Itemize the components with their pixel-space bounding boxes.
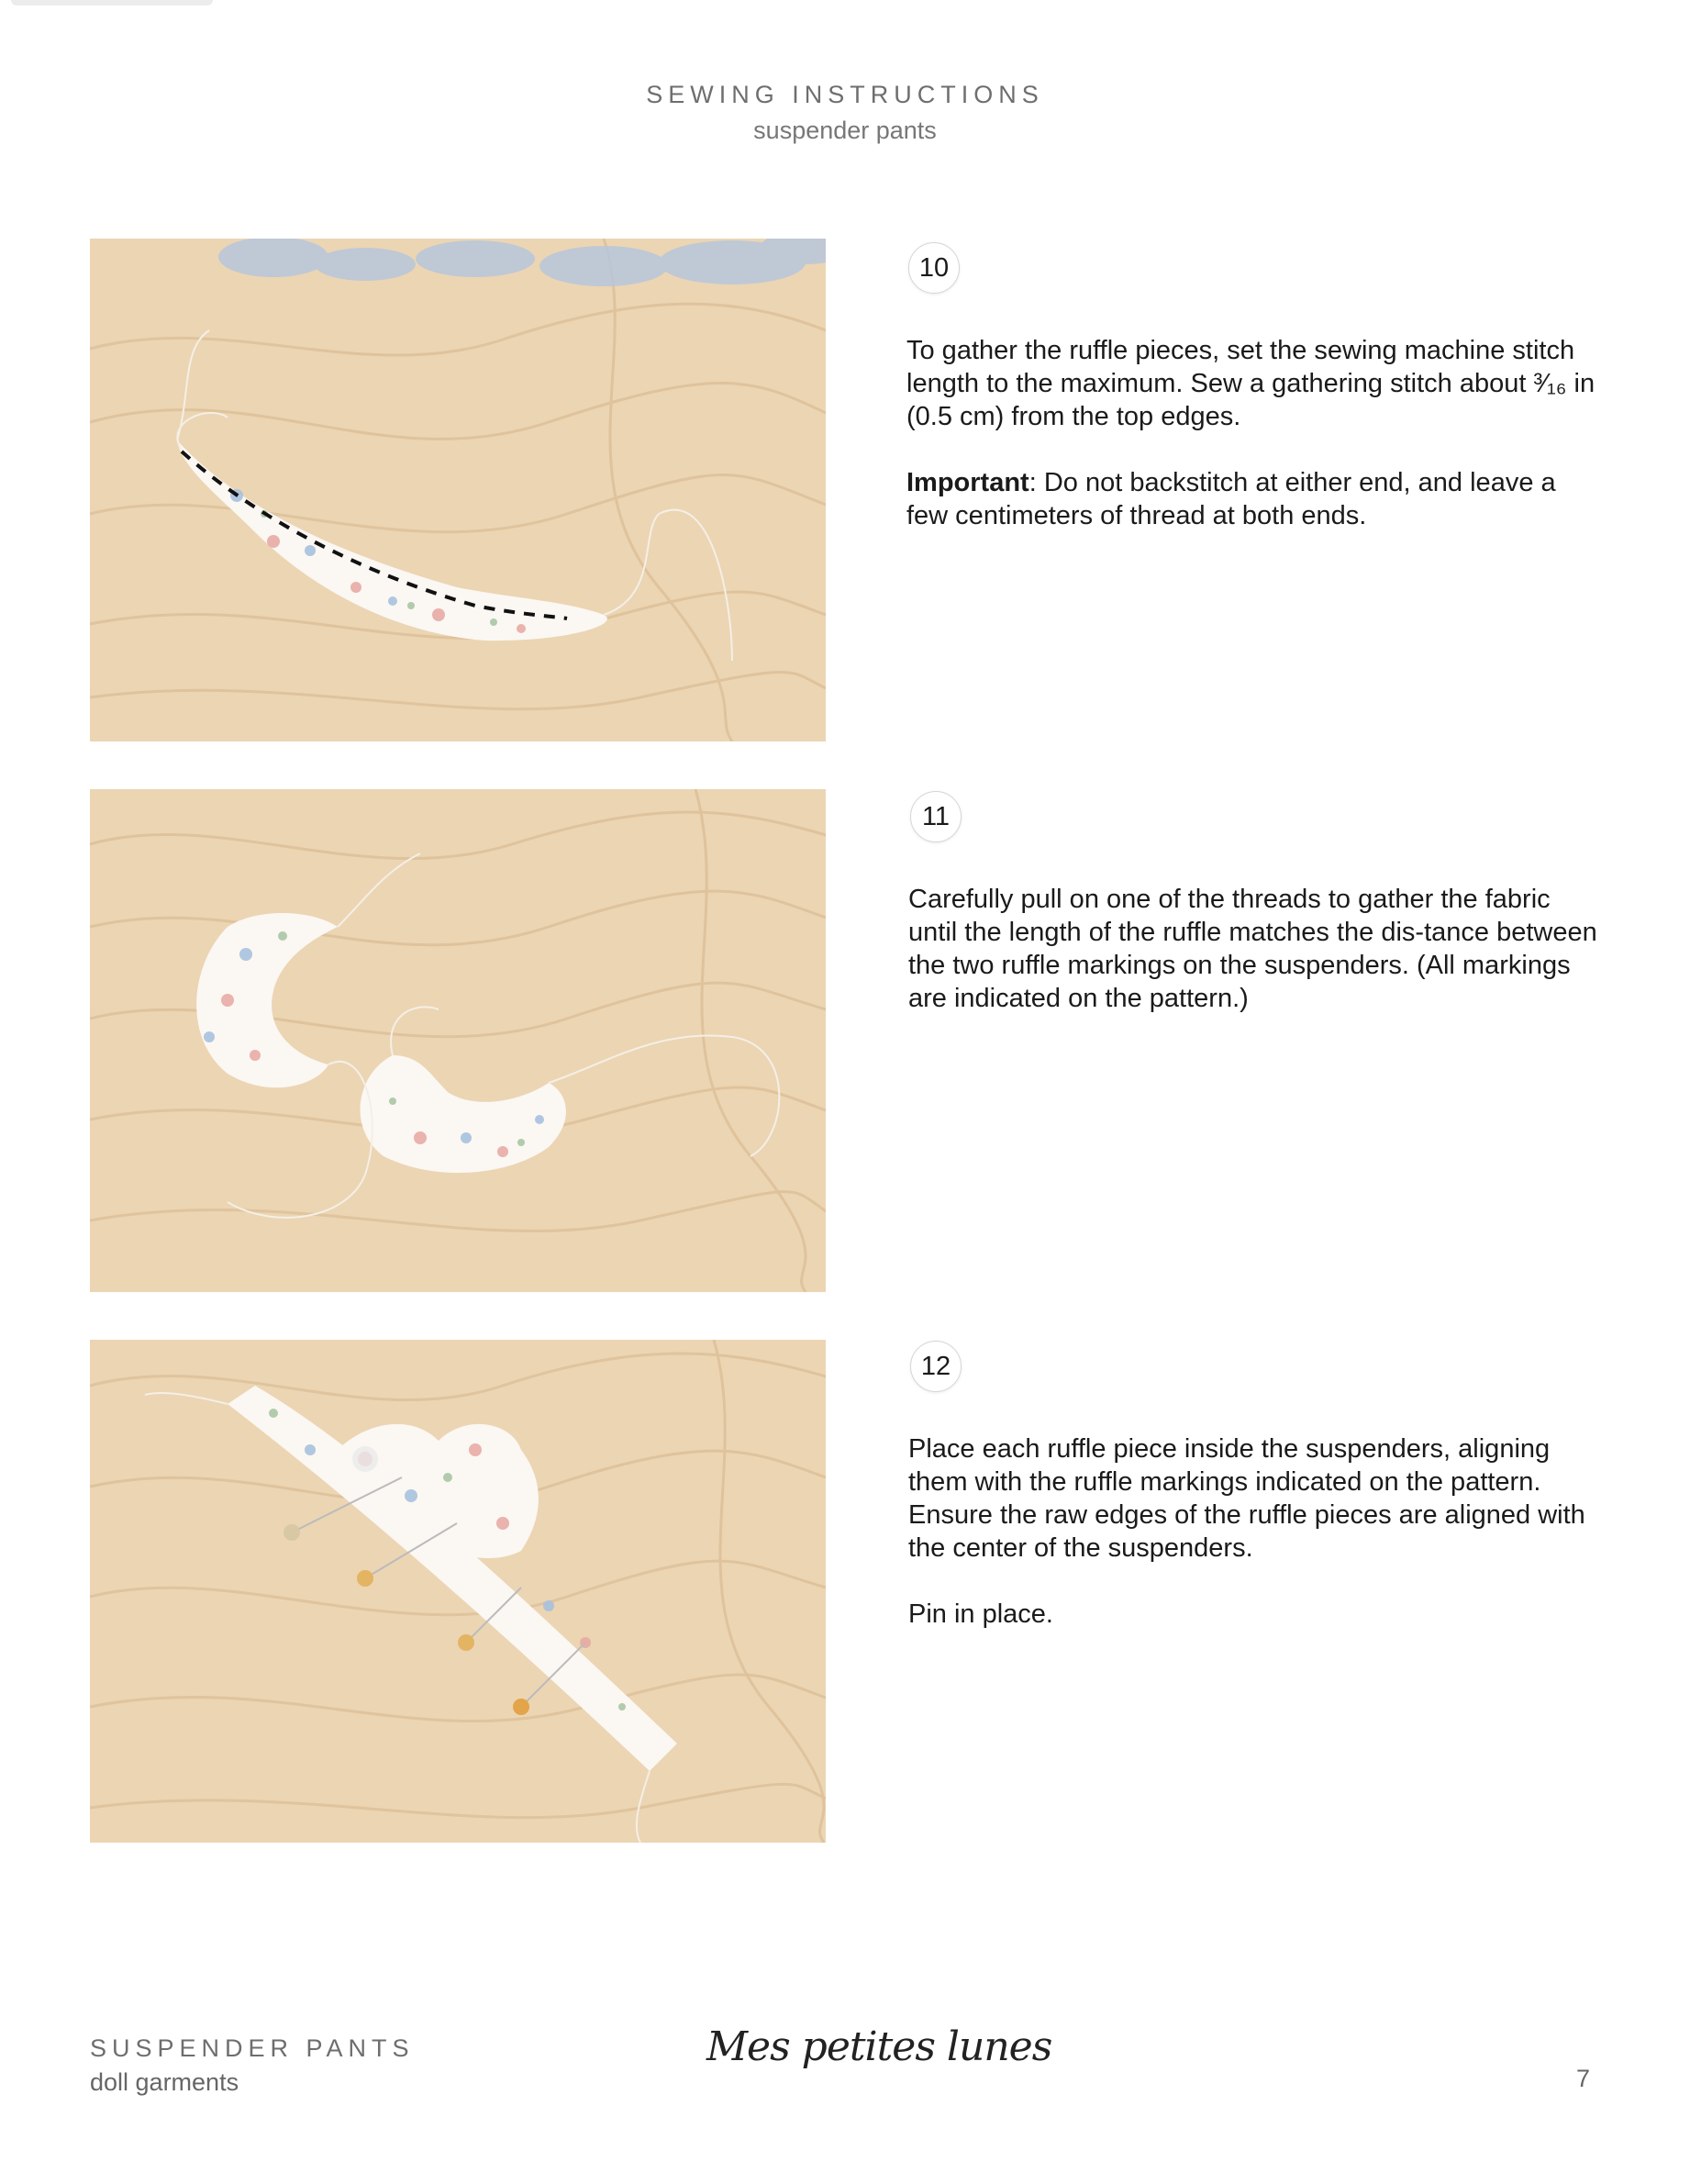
step-11-photo — [90, 789, 826, 1292]
important-text: : Do not backstitch at either end, and leave a few centimeters of thread at both ends. — [906, 468, 1556, 530]
step-11-paragraph-1: Carefully pull on one of the threads to gather the fabric until the length of the ruffle matches the dis-tance between the two ruffle markings on the suspenders. (All markings are indicated on the pattern.) — [908, 885, 1597, 1013]
step-11-text — [908, 883, 1606, 1048]
page-title: SEWING INSTRUCTIONS — [646, 81, 1044, 108]
footer-title: SUSPENDER PANTS — [90, 2034, 415, 2062]
step-12-photo — [90, 1340, 826, 1843]
page-number: 7 — [1576, 2065, 1591, 2092]
footer-subtitle: doll garments — [90, 2068, 239, 2096]
step-12-paragraph-2: Pin in place. — [908, 1599, 1053, 1629]
page-subtitle: suspender pants — [753, 117, 937, 144]
step-10-text — [906, 334, 1604, 565]
step-11-number: 11 — [910, 791, 962, 842]
step-12-text — [908, 1432, 1606, 1664]
step-10-paragraph-2 — [906, 466, 1604, 532]
step-12-paragraph-1: Place each ruffle piece inside the suspenders, aligning them with the ruffle markings indicated on the pattern. Ensure the raw edges of the ruffle pieces are aligned with the center of the suspenders. — [908, 1434, 1585, 1563]
step-10-number: 10 — [908, 242, 960, 294]
step-10-photo — [90, 239, 826, 741]
page-header — [0, 81, 1690, 145]
page-tab — [11, 0, 213, 6]
step-10-paragraph-1: To gather the ruffle pieces, set the sewing machine stitch length to the maximum. Sew a gathering stitch about ³⁄₁₆ in (0.5 cm) from the top edges. — [906, 336, 1595, 431]
footer-left — [90, 2034, 415, 2097]
important-label: Important — [906, 468, 1029, 497]
brand-logo: Mes petites lunes — [706, 2023, 1052, 2070]
step-12-number: 12 — [910, 1341, 962, 1392]
